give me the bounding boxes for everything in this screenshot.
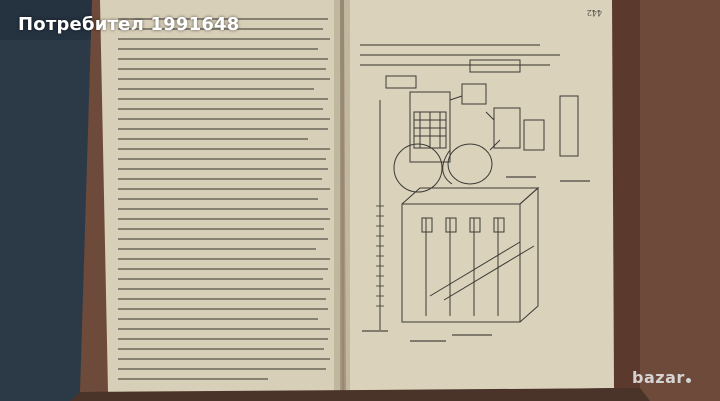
right-page — [344, 0, 614, 392]
bazar-logo: bazar — [632, 368, 691, 387]
page-number: 442 — [586, 8, 602, 17]
seller-watermark: Потребител 1991648 — [18, 14, 240, 35]
